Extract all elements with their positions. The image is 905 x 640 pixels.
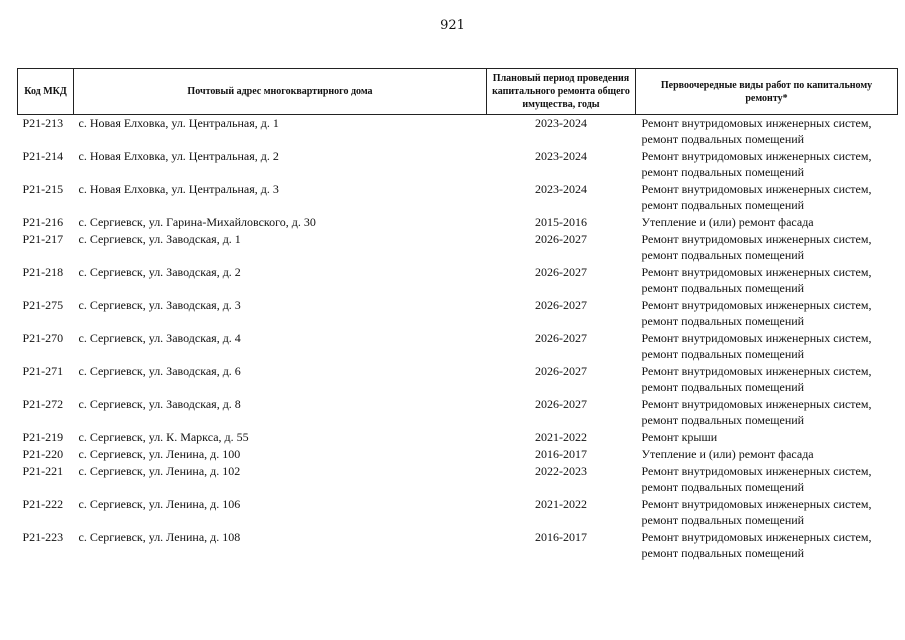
table-row [18,214,898,231]
row-address: с. Сергиевск, ул. Заводская, д. 8 [78,397,241,411]
row-code: P21-219 [22,430,64,444]
page-number: 921 [440,18,465,33]
row-works: Ремонт внутридомовых инженерных систем, ремонт подвальных помещений [641,149,872,179]
row-period: 2026-2027 [535,232,587,246]
row-period: 2026-2027 [535,298,587,312]
table-row [18,446,898,463]
row-code: P21-216 [22,215,64,229]
row-code: P21-217 [22,232,64,246]
table-row [18,264,898,297]
row-period: 2023-2024 [535,149,587,163]
row-period: 2026-2027 [535,397,587,411]
header-period: Плановый период проведения капитального ремонта общего имущества, годы [487,69,636,115]
row-address: с. Сергиевск, ул. Заводская, д. 4 [78,331,241,345]
row-address: с. Новая Елховка, ул. Центральная, д. 2 [78,149,279,163]
row-code: P21-213 [22,116,64,130]
table-row [18,529,898,562]
row-works: Ремонт внутридомовых инженерных систем, ремонт подвальных помещений [641,182,872,212]
row-period: 2026-2027 [535,331,587,345]
row-period: 2022-2023 [535,464,587,478]
row-address: с. Сергиевск, ул. Ленина, д. 102 [78,464,241,478]
row-code: P21-218 [22,265,64,279]
table-row [18,148,898,181]
header-address: Почтовый адрес многоквартирного дома [74,69,487,115]
header-works: Первоочередные виды работ по капитальному ремонту* [636,69,898,115]
table-row [18,463,898,496]
row-works: Ремонт внутридомовых инженерных систем, ремонт подвальных помещений [641,298,872,328]
row-code: P21-222 [22,497,64,511]
row-address: с. Новая Елховка, ул. Центральная, д. 3 [78,182,279,196]
row-address: с. Сергиевск, ул. Заводская, д. 6 [78,364,241,378]
row-address: с. Сергиевск, ул. Гарина-Михайловского, д. 30 [78,215,316,229]
row-code: P21-223 [22,530,64,544]
row-works: Утепление и (или) ремонт фасада [641,215,814,229]
row-address: с. Сергиевск, ул. Заводская, д. 1 [78,232,241,246]
row-code: P21-272 [22,397,64,411]
row-code: P21-271 [22,364,64,378]
table-row [18,115,898,149]
header-code: Код МКД [18,69,74,115]
row-works: Ремонт внутридомовых инженерных систем, ремонт подвальных помещений [641,497,872,527]
row-works: Ремонт внутридомовых инженерных систем, ремонт подвальных помещений [641,116,872,146]
row-code: P21-214 [22,149,64,163]
row-period: 2015-2016 [535,215,587,229]
row-address: с. Сергиевск, ул. Заводская, д. 3 [78,298,241,312]
table-row [18,396,898,429]
table-row [18,363,898,396]
table-body [18,115,898,563]
table-row [18,429,898,446]
row-address: с. Новая Елховка, ул. Центральная, д. 1 [78,116,279,130]
table-row [18,231,898,264]
row-code: P21-275 [22,298,64,312]
row-code: P21-220 [22,447,64,461]
header-row [18,69,898,115]
row-code: P21-270 [22,331,64,345]
row-code: P21-221 [22,464,64,478]
capital-repair-table [17,68,898,562]
row-works: Ремонт внутридомовых инженерных систем, ремонт подвальных помещений [641,331,872,361]
row-period: 2021-2022 [535,430,587,444]
table-row [18,181,898,214]
row-period: 2023-2024 [535,182,587,196]
row-works: Ремонт внутридомовых инженерных систем, ремонт подвальных помещений [641,397,872,427]
row-works: Ремонт внутридомовых инженерных систем, ремонт подвальных помещений [641,364,872,394]
row-address: с. Сергиевск, ул. Ленина, д. 106 [78,497,241,511]
row-period: 2023-2024 [535,116,587,130]
table-row [18,496,898,529]
row-works: Ремонт внутридомовых инженерных систем, ремонт подвальных помещений [641,530,872,560]
row-period: 2016-2017 [535,530,587,544]
row-period: 2026-2027 [535,364,587,378]
row-address: с. Сергиевск, ул. К. Маркса, д. 55 [78,430,249,444]
row-address: с. Сергиевск, ул. Ленина, д. 100 [78,447,241,461]
row-works: Ремонт внутридомовых инженерных систем, ремонт подвальных помещений [641,464,872,494]
row-works: Ремонт крыши [641,430,718,444]
row-address: с. Сергиевск, ул. Заводская, д. 2 [78,265,241,279]
row-code: P21-215 [22,182,64,196]
row-period: 2026-2027 [535,265,587,279]
row-works: Ремонт внутридомовых инженерных систем, ремонт подвальных помещений [641,265,872,295]
row-works: Утепление и (или) ремонт фасада [641,447,814,461]
row-address: с. Сергиевск, ул. Ленина, д. 108 [78,530,241,544]
table-row [18,330,898,363]
table-header [18,69,898,115]
row-works: Ремонт внутридомовых инженерных систем, ремонт подвальных помещений [641,232,872,262]
row-period: 2021-2022 [535,497,587,511]
table-row [18,297,898,330]
row-period: 2016-2017 [535,447,587,461]
